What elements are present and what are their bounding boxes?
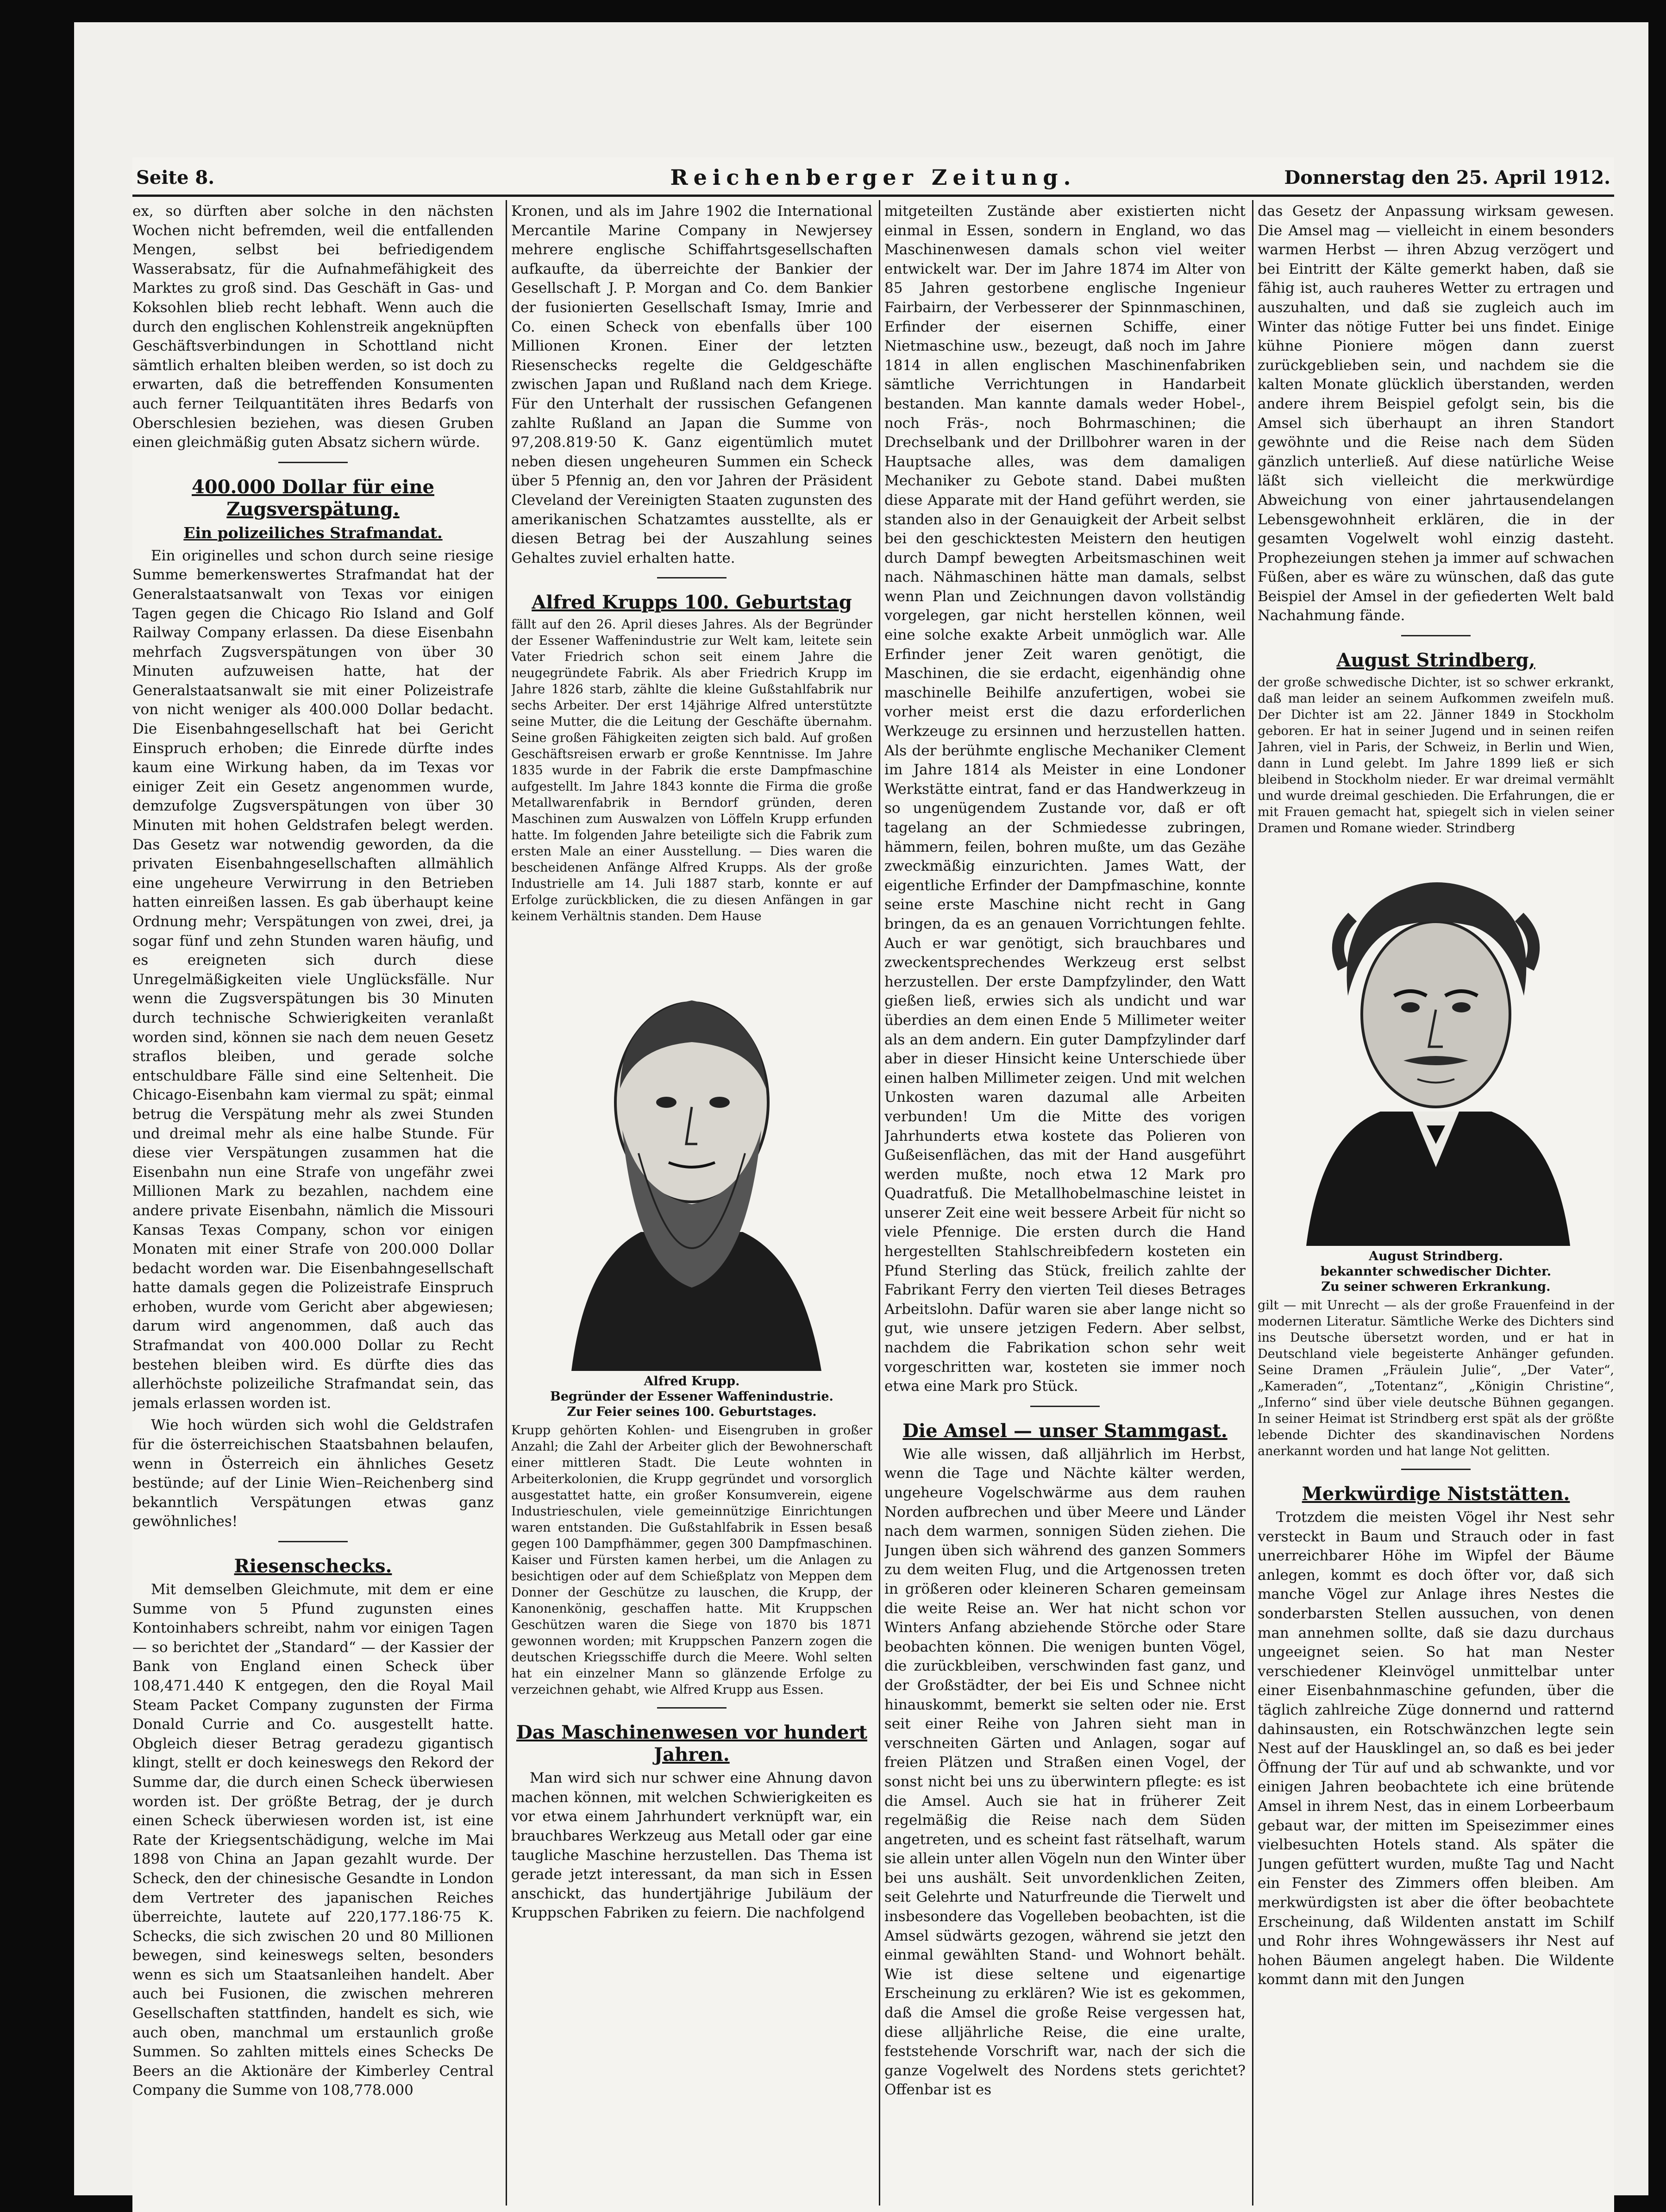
separator: [1401, 1469, 1471, 1470]
separator: [657, 1707, 727, 1709]
caption-desc: bekannter schwedischer Dichter.: [1320, 1264, 1552, 1279]
article-paragraph: Man wird sich nur schwer eine Ahnung davon machen können, mit welchen Schwierigkeiten es vor etwa einem Jahrhundert verknüpft war, ein brauchbares Werkzeug aus Metall oder gar eine taugliche Maschine herzustellen. Das Thema ist gerade jetzt interessant, da man sich in Essen anschickt, das hundertjährige Jubiläum der Kruppschen Fabriken zu feiern. Die nachfolgend: [511, 1770, 872, 1922]
article-paragraph: mitgeteilten Zustände aber existierten nicht einmal in Essen, sondern in England, wo das Maschinenwesen damals schon viel weiter entwickelt war. Der im Jahre 1874 im Alter von 85 Jahren gestorbene englische Ingenieur Fairbairn, der Verbesserer der Spinnmaschinen, Erfinder der eisernen Schiffe, einer Nietmaschine usw., bezeugt, daß noch im Jahre 1814 in allen englischen Maschinenfabriken sämtliche Verrichtungen in Handarbeit bestanden. Man kannte damals weder Hobel-, noch Fräs-, noch Bohrmaschinen; die Drechselbank und der Drillbohrer waren in der Hauptsache alles, was dem damaligen Mechaniker zu Gebote stand. Dabei mußten diese Apparate mit der Hand geführt werden, sie standen also in der Genauigkeit der Arbeit selbst bei den geschicktesten Meistern den heutigen durch Dampf bewegten Arbeitsmaschinen weit nach. Nähmaschinen hätte man damals, selbst wenn Plan und Zeichnungen davon vollständig vorgelegen, gar nicht herstellen können, weil eine solche exakte Arbeit unmöglich war. Alle Erfinder jener Zeit waren genötigt, die Maschinen, die sie erdacht, eigenhändig ohne maschinelle Beihilfe anzufertigen, wobei sie vorher meist erst die dazu erforderlichen Werkzeuge zu ersinnen und herzustellen hatten. Als der berühmte englische Mechaniker Clement im Jahre 1814 als Meister in eine Londoner Werkstätte eintrat, fand er das Handwerkzeug in so ungenügendem Zustande vor, daß er oft tagelang an der Schmiedesse zubringen, hämmern, feilen, bohren mußte, um das Gezähe zweckmäßig einzurichten. James Watt, der eigentliche Erfinder der Dampfmaschine, konnte seine erste Maschine nicht recht in Gang bringen, da es an genauen Vorrichtungen fehlte. Auch er war genötigt, sich brauchbares und zweckentsprechendes Werkzeug erst selbst herzustellen. Der erste Dampfzylinder, den Watt gießen ließ, erwies sich als undicht und war überdies an dem einen Ende 5 Millimeter weiter als an dem andern. Ein guter Dampfzylinder darf aber in dieser Hinsicht keine Unterschiede über einen halben Millimeter zeigen. Und mit welchen Unkosten waren dazumal alle Arbeiten verbunden! Um die Mitte des vorigen Jahrhunderts etwa kostete das Polieren von Gußeisenflächen, das mit der Hand ausgeführt werden mußte, noch etwa 12 Mark pro Quadratfuß. Die Metallhobelmaschine leistet in unserer Zeit eine weit bessere Arbeit für nicht so viele Pfennige. Die ersten durch die Hand hergestellten Stahlschreibfedern kosteten ein Pfund Sterling das Stück, freilich zahlte der Fabrikant Ferry den vierten Teil dieses Betrages Arbeitslohn. Dafür waren sie aber lange nicht so gut, wie unsere jetzigen Federn. Aber selbst, nachdem die Fabrikation schon sehr weit vorgeschritten war, kosteten sie immer noch etwa eine Mark pro Stück.: [884, 203, 1246, 1395]
subheadline-strafmandat: Ein polizeiliches Strafmandat.: [183, 523, 443, 542]
masthead: [132, 157, 1614, 197]
article-paragraph: Ein originelles und schon durch seine riesige Summe bemerkenswertes Strafmandat hat der Generalstaatsanwalt von Texas vor einigen Tagen gegen die Chicago Rio Island and Golf Railway Company erlassen. Da diese Eisenbahn mehrfach Zugsverspätungen von über 30 Minuten aufzuweisen hatte, hat der Generalstaatsanwalt sie mit einer Polizeistrafe von nicht weniger als 400.000 Dollar bedacht. Die Eisenbahngesellschaft hat bei Gericht Einspruch erhoben; die Einrede dürfte indes kaum eine Wirkung haben, da im Texas vor einiger Zeit ein Gesetz angenommen wurde, demzufolge Zugsverspätungen von über 30 Minuten mit hohen Geldstrafen belegt werden. Das Gesetz war notwendig geworden, da die privaten Eisenbahngesellschaften allmählich eine ungeheure Verwirrung in den Betrieben hatten einreißen lassen. Es gab überhaupt keine Ordnung mehr; Verspätungen von zwei, drei, ja sogar fünf und zehn Stunden waren häufig, und es ereigneten sich durch diese Unregelmäßigkeiten viele Unglücksfälle. Nur wenn die Zugsverspätungen bis 30 Minuten durch technische Schwierigkeiten veranlaßt worden sind, können sie nach dem neuen Gesetz straflos bleiben, und gerade solche entschuldbare Fälle sind eine Seltenheit. Die Chicago-Eisenbahn kam viermal zu spät; einmal betrug die Verspätung mehr als zwei Stunden und dreimal mehr als eine halbe Stunde. Für diese vier Verspätungen zusammen hat die Eisenbahn nun eine Strafe von ungefähr zwei Millionen Mark zu bezahlen, nachdem eine andere private Eisenbahn, nämlich die Missouri Kansas Texas Company, schon vor einigen Monaten mit einer Strafe von 200.000 Dollar bedacht worden war. Die Eisenbahngesellschaft hatte damals gegen die Polizeistrafe Einspruch erhoben, wurde vom Gericht aber abgewiesen; darum wird angenommen, daß auch das Strafmandat von 400.000 Dollar zu Recht bestehen bleiben wird. Es dürfte dies das allerhöchste polizeiliche Strafmandat sein, das jemals erlassen worden ist.: [132, 547, 494, 1412]
caption-name: August Strindberg.: [1369, 1249, 1503, 1264]
page-number: Seite 8.: [136, 167, 215, 189]
caption-krupp: [511, 1374, 872, 1420]
separator: [278, 1541, 348, 1542]
column-rule: [1252, 200, 1253, 2206]
article-paragraph: Mit demselben Gleichmute, mit dem er eine Summe von 5 Pfund zugunsten eines Kontoinhabers schreibt, nahm vor einigen Tagen — so berichtet der „Standard“ — der Kassier der Bank von England einen Scheck über 108,471.440 K entgegen, den die Royal Mail Steam Packet Company zugunsten der Firma Donald Currie and Co. ausgestellt hatte. Obgleich dieser Betrag geradezu gigantisch klingt, stellt er doch keineswegs den Rekord der Summe dar, die durch einen Scheck überwiesen worden ist. Der größte Betrag, der je durch einen Scheck überwiesen worden ist, ist eine Rate der Kriegsentschädigung, welche im Mai 1898 von China an Japan gezahlt wurde. Der Scheck, den der chinesische Gesandte in London dem Vertreter des japanischen Reiches überreichte, lautete auf 220,177.186·75 K. Schecks, die sich zwischen 20 und 80 Millionen bewegen, sind keineswegs selten, besonders wenn es sich um Staatsanleihen handelt. Aber auch bei Fusionen, die zwischen mehreren Gesellschaften stattfinden, handelt es sich, wie auch oben, manchmal um erstaunlich große Summen. So zahlten mittels eines Schecks De Beers an die Aktionäre der Kimberley Central Company die Summe von 108,778.000: [132, 1581, 494, 2099]
headline-krupp: Alfred Krupps 100. Geburtstag: [532, 591, 852, 614]
headline-maschinenwesen: Das Maschinenwesen vor hundert Jahren.: [516, 1722, 867, 1766]
article-paragraph: fällt auf den 26. April dieses Jahres. Als der Begründer der Essener Waffenindustrie zur Welt kam, leitete sein Vater Friedrich schon seit einem Jahre die neugegründete Fabrik. Als aber Friedrich Krupp im Jahre 1826 starb, zählte die kleine Gußstahlfabrik nur sechs Arbeiter. Der erst 14jährige Alfred unterstützte seine Mutter, die die Leitung der Geschäfte übernahm. Seine großen Fähigkeiten zeigten sich bald. Auf großen Geschäftsreisen erwarb er große Kenntnisse. Im Jahre 1835 wurde in der Fabrik die erste Dampfmaschine aufgestellt. Im Jahre 1843 konnte die Firma die große Metallwarenfabrik in Berndorf gründen, deren Maschinen zum Auswalzen von Löffeln Krupp erfunden hatte. Im folgenden Jahre beteiligte sich die Fabrik zum ersten Male an einer Ausstellung. — Dies waren die bescheidenen Anfänge Alfred Krupps. Als der große Industrielle am 14. Juli 1887 starb, konnte er auf Erfolge zurückblicken, die zu diesen Anfängen in gar keinem Verhältnis standen. Dem Hause: [511, 617, 872, 924]
issue-date: Donnerstag den 25. April 1912.: [1284, 167, 1610, 189]
caption-name: Alfred Krupp.: [644, 1374, 740, 1389]
caption-occasion: Zur Feier seines 100. Geburtstages.: [567, 1405, 817, 1420]
caption-strindberg: [1258, 1249, 1614, 1295]
column-2: [511, 202, 872, 2203]
article-paragraph: Wie hoch würden sich wohl die Geldstrafen für die österreichischen Staatsbahnen belaufen, wenn in Österreich ein ähnliches Gesetz bestünde; auf der Linie Wien–Reichenberg sind bekanntlich Verspätungen etwas ganz gewöhnliches!: [132, 1417, 494, 1530]
article-continuation-coal: ex, so dürften aber solche in den nächsten Wochen nicht befremden, weil die entfallenden Mengen, selbst bei befriedigendem Wasserabsatz, für die Aufnahmefähigkeit des Marktes zu groß sind. Das Geschäft in Gas- und Koksohlen blieb recht lebhaft. Wenn auch die durch den englischen Kohlenstreik angeknüpften Geschäftsverbindungen in Schottland nicht sämtlich erhalten bleiben werden, so ist doch zu erwarten, daß die betreffenden Konsumenten auch ferner Teilquantitäten ihres Bedarfs von Oberschlesien beziehen, was diesen Gruben einen gleichmäßig guten Absatz sichern würde.: [132, 203, 494, 451]
article-paragraph: Trotzdem die meisten Vögel ihr Nest sehr versteckt in Baum und Strauch oder in fast unerreichbarer Höhe im Wipfel der Bäume anlegen, kommt es doch öfter vor, daß sich manche Vögel zur Anlage ihres Nestes die sonderbarsten Stellen aussuchen, von denen man annehmen sollte, daß sie dazu durchaus ungeeignet seien. So hat man Nester verschiedener Kleinvögel unmittelbar unter einer Eisenbahnmaschine gefunden, über die täglich zahlreiche Züge donnernd und ratternd dahinsausten, ein Rotschwänzchen legte sein Nest auf der Hausklingel an, so daß es bei jeder Öffnung der Tür auf und ab schwankte, und vor einigen Jahren beobachtete ich eine brütende Amsel in ihrem Nest, das in einem Lorbeerbaum gebaut war, der mitten im Speisezimmer eines vielbesuchten Hotels stand. Als später die Jungen gefüttert wurden, mußte Tag und Nacht ein Fenster des Zimmers offen bleiben. Am merkwürdigsten ist aber die öfter beobachtete Erscheinung, daß Wildenten anstatt im Schilf und Rohr ihres Wohngewässers ihr Nest auf hohen Bäumen angelegt haben. Die Wildente kommt dann mit den Jungen: [1258, 1509, 1614, 1988]
separator: [1030, 1406, 1100, 1407]
article-paragraph: Kronen, und als im Jahre 1902 die International Mercantile Marine Company in Newjersey mehrere englische Schiffahrtsgesellschaften aufkaufte, da überreichte der Bankier der Gesellschaft J. P. Morgan and Co. dem Bankier der fusionierten Gesellschaft Ismay, Imrie and Co. einen Scheck von ebenfalls über 100 Millionen Kronen. Einer der letzten Riesenschecks regelte die Geldgeschäfte zwischen Japan und Rußland nach dem Kriege. Für den Unterhalt der russischen Gefangenen zahlte Rußland an Japan die Summe von 97,208.819·50 K. Ganz eigentümlich mutet neben diesen ungeheuren Summen ein Scheck über 5 Pfennig an, den vor Jahren der Präsident Cleveland der Vereinigten Staaten zugunsten des amerikanischen Schatzamtes ausstellte, als er diesen Betrag bei der Auszahlung seines Gehaltes zuviel erhalten hatte.: [511, 203, 872, 566]
article-paragraph: gilt — mit Unrecht — als der große Frauenfeind in der modernen Literatur. Sämtliche Werke des Dichters sind ins Deutsche übersetzt worden, und er hat in Deutschland viele begeisterte Anhänger gefunden. Seine Dramen „Fräulein Julie“, „Der Vater“, „Kameraden“, „Totentanz“, „Königin Christine“, „Inferno“ sind über viele deutsche Bühnen gegangen. In seiner Heimat ist Strindberg erst spät als der größte lebende Dichter des skandinavischen Nordens anerkannt worden und hat lange Not gelitten.: [1258, 1298, 1614, 1459]
newspaper-title: Reichenberger Zeitung.: [670, 165, 1077, 190]
scan-border-top: [0, 0, 1666, 22]
separator: [278, 462, 348, 463]
article-paragraph: das Gesetz der Anpassung wirksam gewesen. Die Amsel mag — vielleicht in einem besonders warmen Herbst — ihren Abzug verzögert und bei Eintritt der Kälte gemerkt haben, daß sie fähig ist, auch rauheres Wetter zu ertragen und auszuhalten, und daß sie zugleich auch im Winter das nötige Futter bei uns findet. Einige kühne Pioniere mögen dann zuerst zurückgeblieben sein, und nachdem sie die kalten Monate glücklich überstanden, werden andere ihrem Beispiel gefolgt sein, bis die Amsel sich überhaupt an ihren Standort gewöhnte und die Reise nach dem Süden gänzlich unterließ. Auf diese natürliche Weise läßt sich vielleicht die merkwürdige Abweichung von einer jahrtausendelangen Lebensgewohnheit erklären, die in der gesamten Vogelwelt wohl einzig dasteht. Prophezeiungen stehen ja immer auf schwachen Füßen, aber es wäre zu wünschen, daß das gute Beispiel der Amsel in der gefiederten Welt bald Nachahmung fände.: [1258, 203, 1614, 624]
headline-niststaetten: Merkwürdige Niststätten.: [1302, 1483, 1570, 1505]
headline-amsel: Die Amsel — unser Stammgast.: [902, 1420, 1228, 1442]
article-paragraph: der große schwedische Dichter, ist so schwer erkrankt, daß man leider an seinem Aufkommen zweifeln muß. Der Dichter ist am 22. Jänner 1849 in Stockholm geboren. Er hat in seiner Jugend und in seinen reifen Jahren, viel in Paris, der Schweiz, in Berlin und Wien, dann in Lund gelebt. Im Jahre 1899 ließ er sich bleibend in Stockholm nieder. Er war dreimal vermählt und wurde dreimal geschieden. Die Erfahrungen, die er mit Frauen gemacht hat, spiegelt sich in vielen seiner Dramen und Romane wieder. Strindberg: [1258, 675, 1614, 836]
portrait-alfred-krupp: [544, 936, 840, 1371]
newspaper-page: [132, 157, 1614, 2212]
separator: [1401, 635, 1471, 636]
caption-occasion: Zu seiner schweren Erkrankung.: [1321, 1280, 1551, 1295]
headline-strindberg: August Strindberg,: [1336, 649, 1535, 672]
headline-zugsverspaetung: 400.000 Dollar für eine Zugsverspätung.: [192, 476, 434, 520]
portrait-august-strindberg: [1288, 848, 1584, 1246]
column-1: [132, 202, 494, 2203]
article-paragraph: Wie alle wissen, daß alljährlich im Herbst, wenn die Tage und Nächte kälter werden, ungeheure Vogelschwärme aus dem rauhen Norden aufbrechen und über Meere und Länder nach dem warmen, sonnigen Süden ziehen. Die Jungen üben sich während des ganzen Sommers zu dem weiten Flug, und die Artgenossen treten in größeren oder kleineren Scharen gemeinsam die weite Reise an. Wer hat nicht schon vor Winters Anfang abziehende Störche oder Stare beobachten können. Die wenigen bunten Vögel, die zurückbleiben, verschwinden fast ganz, und der Großstädter, der bei Eis und Schnee nicht hinauskommt, bemerkt sie selten oder nie. Erst seit einer Reihe von Jahren sieht man in verschneiten Gärten und Anlagen, sogar auf freien Plätzen und Straßen einen Vogel, der sonst nicht bei uns zu überwintern pflegte: es ist die Amsel. Auch sie hat in früherer Zeit regelmäßig die Reise nach dem Süden angetreten, und es scheint fast rätselhaft, warum sie allein unter allen Vögeln nun den Winter über bei uns aushält. Seit unvordenklichen Zeiten, seit Gelehrte und Naturfreunde die Tierwelt und insbesondere das Vogelleben beobachten, ist die Amsel südwärts gezogen, während sie jetzt den einmal gewählten Stand- und Wohnort behält. Wie ist diese seltene und eigenartige Erscheinung zu erklären? Wie ist es gekommen, daß die Amsel die große Reise vergessen hat, diese alljährliche Reise, die eine uralte, feststehende Vorschrift war, nach der sich die ganze Vogelwelt des Nordens stets gerichtet? Offenbar ist es: [884, 1445, 1246, 2099]
column-3: [884, 202, 1246, 2203]
scan-border-right: [1648, 0, 1666, 2212]
separator: [657, 577, 727, 578]
column-rule: [879, 200, 880, 2206]
column-4: [1258, 202, 1614, 2203]
column-rule: [506, 200, 507, 2206]
scan-border-left: [0, 0, 74, 2212]
headline-riesenschecks: Riesenschecks.: [234, 1555, 392, 1577]
caption-desc: Begründer der Essener Waffenindustrie.: [550, 1389, 833, 1404]
article-paragraph: Krupp gehörten Kohlen- und Eisengruben in großer Anzahl; die Zahl der Arbeiter glich der Bewohnerschaft einer mittleren Stadt. Die Leute wohnten in Arbeiterkolonien, die Krupp gegründet und vorsorglich ausgestattet hatte, ein großer Konsumverein, eigene Industrieschulen, viele gemeinnützige Einrichtungen waren entstanden. Die Gußstahlfabrik in Essen besaß gegen 100 Dampfhämmer, gegen 300 Dampfmaschinen. Kaiser und Fürsten kamen herbei, um die Anlagen zu besichtigen oder auf dem Schießplatz von Meppen dem Donner der Geschütze zu lauschen, die Krupp, der Kanonenkönig, geschaffen hatte. Mit Kruppschen Geschützen waren die Siege von 1870 bis 1871 gewonnen worden; mit Kruppschen Panzern zogen die deutschen Kriegsschiffe durch die Meere. Wohl selten hat ein einzelner Mann so glänzende Erfolge zu verzeichnen gehabt, wie Alfred Krupp aus Essen.: [511, 1423, 872, 1697]
